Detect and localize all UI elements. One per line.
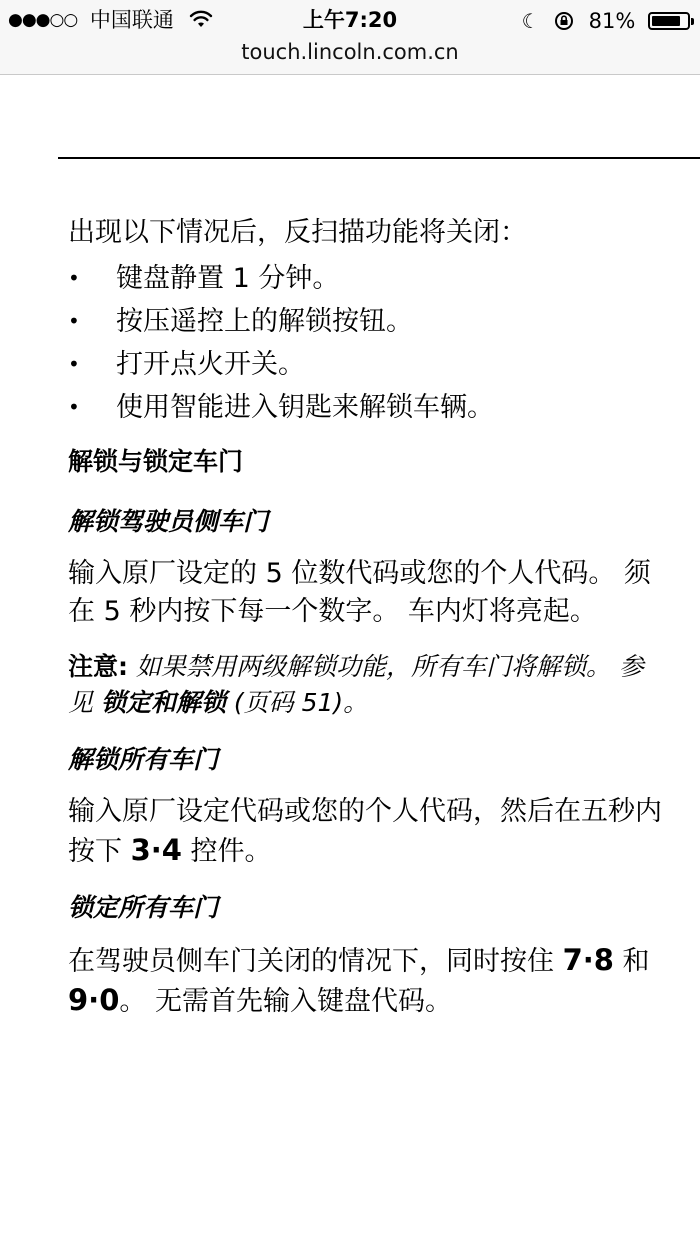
list-item-text: 按压遥控上的解锁按钮。 [116,306,413,337]
key-9-0: 9·0 [68,983,120,1017]
unlock-all-text: 输入原厂设定代码或您的个人代码，然后在五秒内按下 [68,796,662,867]
lock-all-and: 和 [613,946,650,977]
section-title: 解锁与锁定车门 [68,447,244,476]
status-time: 上午7:20 [302,8,398,32]
lock-all-suffix: 。 无需首先输入键盘代码。 [119,986,452,1017]
battery-fill [652,16,680,26]
list-item [68,300,668,343]
condition-list [68,257,668,429]
signal-strength-icon: ●●●○○ [8,10,78,30]
list-item-text: 打开点火开关。 [116,349,305,380]
orientation-lock-icon [554,9,580,33]
list-item-text: 使用智能进入钥匙来解锁车辆。 [116,392,494,423]
battery-tip [691,18,694,25]
bullet-icon: • [68,309,80,333]
divider [58,157,700,159]
list-item-text: 键盘静置 1 分钟。 [116,263,340,294]
manual-content [68,214,668,1039]
address-bar-url[interactable]: touch.lincoln.com.cn [241,40,459,64]
lock-all-title: 锁定所有车门 [68,893,219,922]
note-label: 注意: [68,652,128,681]
battery-icon [648,12,690,30]
bullet-icon: • [68,266,80,290]
status-row [0,6,700,34]
intro-text: 出现以下情况后，反扫描功能将关闭： [68,217,527,248]
lock-unlock-link[interactable]: 锁定和解锁 [100,688,226,717]
carrier-name: 中国联通 [89,8,174,32]
unlock-all-body [68,793,668,871]
status-bar [0,0,700,75]
battery-percent: 81% [588,9,636,33]
lock-all-body [68,941,668,1021]
do-not-disturb-icon: ☾ [521,9,540,33]
lock-all-text: 在驾驶员侧车门关闭的情况下，同时按住 [68,946,563,977]
note-text: 如果禁用两级解锁功能，所有车门将解锁。 参见 [68,652,644,717]
key-7-8: 7·8 [562,943,614,977]
bullet-icon: • [68,395,80,419]
page-reference: (页码 51)。 [225,688,369,717]
key-3-4: 3·4 [130,833,182,867]
bullet-icon: • [68,352,80,376]
list-item [68,343,668,386]
status-right [522,6,690,35]
list-item [68,386,668,429]
unlock-all-suffix: 控件。 [181,836,272,867]
driver-door-body: 输入原厂设定的 5 位数代码或您的个人代码。 须在 5 秒内按下每一个数字。 车内灯将亮起。 [68,558,651,627]
unlock-all-title: 解锁所有车门 [68,745,219,774]
driver-door-title: 解锁驾驶员侧车门 [68,507,269,536]
list-item [68,257,668,300]
note [68,649,668,721]
